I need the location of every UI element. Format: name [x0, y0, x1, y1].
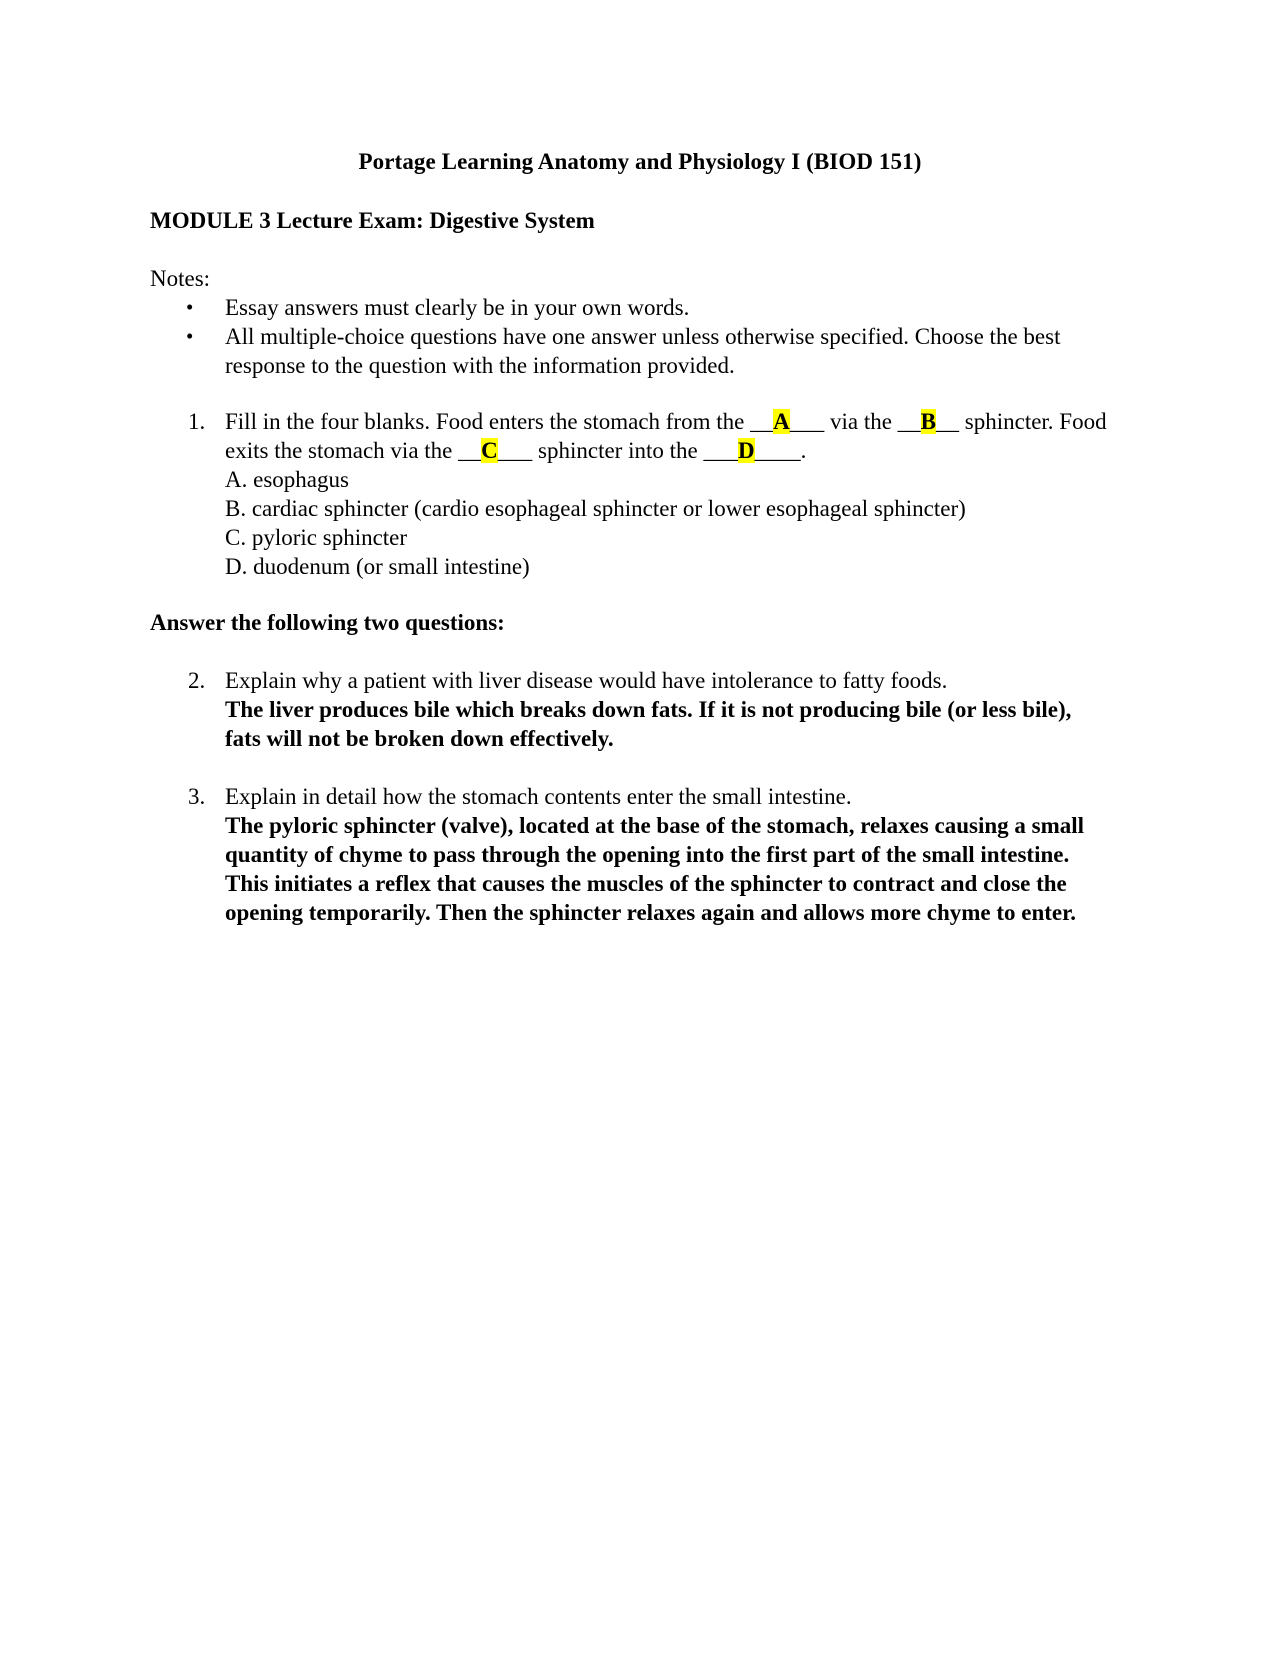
notes-label: Notes: [150, 266, 211, 291]
blank-c-answer: C [481, 438, 498, 463]
blank-d-answer: D [737, 438, 755, 463]
question-1-prompt [225, 407, 1110, 465]
prompt-text: ___ via the __ [789, 409, 921, 434]
blank-a-answer: A [773, 409, 790, 434]
question-1 [150, 407, 1110, 581]
question-3-row [150, 782, 1110, 927]
note-text: Essay answers must clearly be in your own words. [225, 295, 690, 320]
question-number: 3. [188, 784, 206, 809]
question-number: 2. [188, 668, 206, 693]
question-3 [150, 782, 1110, 927]
question-2-answer: The liver produces bile which breaks down fats. If it is not producing bile (or less bile), fats will not be broken down effectively. [225, 697, 1072, 751]
answer-line: B. cardiac sphincter (cardio esophageal sphincter or lower esophageal sphincter) [225, 496, 966, 521]
answer-line: D. duodenum (or small intestine) [225, 554, 530, 579]
answer-line: C. pyloric sphincter [225, 525, 408, 550]
prompt-text: ___ sphincter into the ___ [497, 438, 738, 463]
question-1-row [150, 407, 1110, 581]
section-heading: Answer the following two questions: [150, 610, 505, 635]
prompt-text: __ sphincter. Food exits the stomach via the __ [225, 409, 1107, 463]
question-number: 1. [188, 409, 206, 434]
question-2-prompt: Explain why a patient with liver disease would have intolerance to fatty foods. [225, 668, 948, 693]
question-2 [150, 666, 1110, 753]
question-3-answer: The pyloric sphincter (valve), located at the base of the stomach, relaxes causing a small quantity of chyme to pass through the opening into the first part of the small intestine. This initiates a reflex that causes the muscles of the sphincter to contract and close the opening temporarily. Then the sphincter relaxes again and allows more chyme to enter. [225, 813, 1085, 925]
note-text: All multiple-choice questions have one answer unless otherwise specified. Choose the best response to the question with the information provided. [225, 324, 1061, 378]
document-title: Portage Learning Anatomy and Physiology I (BIOD 151) [358, 149, 922, 174]
question-2-row [150, 666, 1110, 753]
note-item [150, 322, 1110, 380]
bullet-icon: • [186, 295, 194, 319]
module-title: MODULE 3 Lecture Exam: Digestive System [150, 208, 595, 233]
prompt-text: Fill in the four blanks. Food enters the stomach from the __ [225, 409, 774, 434]
notes-list [150, 293, 1110, 380]
question-3-prompt: Explain in detail how the stomach contents enter the small intestine. [225, 784, 852, 809]
prompt-text: ____. [754, 438, 807, 463]
blank-b-answer: B [920, 409, 937, 434]
answer-line: A. esophagus [225, 467, 349, 492]
note-item [150, 293, 1110, 322]
bullet-icon: • [186, 324, 194, 348]
